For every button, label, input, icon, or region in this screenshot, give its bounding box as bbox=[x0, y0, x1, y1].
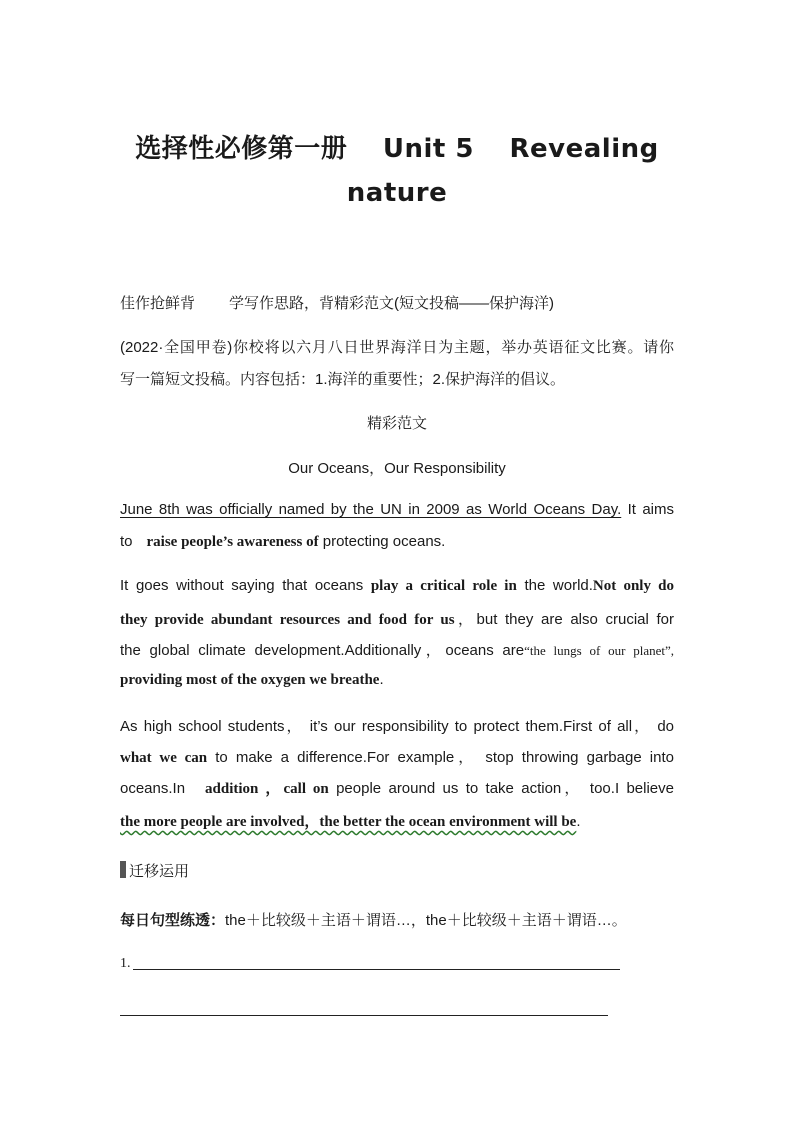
p3-text: people around us to take action， too.I believe bbox=[336, 780, 674, 797]
p2-bold-phrase: play a critical role in bbox=[370, 578, 517, 594]
p3-line-2 bbox=[120, 746, 674, 767]
p2-line-1 bbox=[120, 577, 674, 595]
practice-item-1-label: 1. bbox=[120, 956, 131, 971]
p2-text: the world. bbox=[524, 577, 593, 594]
answer-line-2[interactable] bbox=[120, 1015, 608, 1016]
page-title-line1 bbox=[0, 128, 794, 165]
p2-text: ，but they are also crucial for bbox=[454, 611, 674, 628]
p2-bold-phrase: providing most of the oxygen we breathe bbox=[120, 672, 380, 688]
p3-bold-phrase: what we can bbox=[120, 750, 208, 766]
essay-heading: 精彩范文 bbox=[366, 415, 427, 432]
intro-label: 佳作抢鲜背 bbox=[120, 295, 196, 312]
section-marker-icon bbox=[120, 861, 126, 878]
p3-wavy-underlined-sentence: the more people are involved，the better the ocean environment will be bbox=[120, 814, 577, 830]
p1-underlined-sentence: June 8th was officially named by the UN in 2009 as World Oceans Day. bbox=[120, 501, 622, 518]
intro-subtitle: 学写作思路，背精彩范文(短文投稿——保护海洋) bbox=[229, 295, 555, 312]
p2-bold-phrase: they provide abundant resources and food for us bbox=[120, 612, 455, 628]
p1-text: protecting oceans. bbox=[322, 533, 446, 550]
p1-tail: It aims bbox=[627, 501, 674, 518]
practice-label: 迁移运用 bbox=[129, 863, 190, 880]
p3-line-1: As high school students， it’s our responsibility to protect them.First of all， do bbox=[120, 718, 674, 735]
p1-bold-phrase: raise people’s awareness of bbox=[146, 534, 319, 550]
p1-line-2 bbox=[120, 533, 674, 551]
p1-line-1 bbox=[120, 501, 674, 518]
p3-line-4 bbox=[120, 810, 674, 831]
p2-bold-phrase: Not only do bbox=[592, 578, 674, 594]
page-title-line2: nature bbox=[346, 178, 448, 208]
p1-text: to bbox=[120, 533, 133, 550]
p2-text: . bbox=[379, 671, 384, 688]
pattern-text: the＋比较级＋主语＋谓语…，the＋比较级＋主语＋谓语…。 bbox=[225, 912, 627, 929]
task-line-2: 写一篇短文投稿。内容包括：1.海洋的重要性；2.保护海洋的倡议。 bbox=[120, 371, 566, 388]
title-unit-name: Revealing bbox=[509, 134, 659, 164]
answer-line-1[interactable] bbox=[133, 969, 620, 970]
p3-bold-phrase: addition ，call on bbox=[205, 781, 329, 797]
title-chinese: 选择性必修第一册 bbox=[135, 134, 348, 164]
essay-title: Our Oceans，Our Responsibility bbox=[288, 460, 506, 477]
p2-text: It goes without saying that oceans bbox=[120, 577, 364, 594]
p2-line-2 bbox=[120, 608, 674, 629]
p2-text: the global climate development.Additionally，oceans are bbox=[120, 642, 525, 659]
p3-text: . bbox=[576, 813, 581, 830]
p2-line-3 bbox=[120, 639, 674, 660]
title-unit: Unit 5 bbox=[382, 134, 474, 164]
p2-line-4 bbox=[120, 671, 674, 689]
p3-line-3 bbox=[120, 777, 674, 798]
pattern-line bbox=[120, 909, 674, 930]
p3-text: oceans.In bbox=[120, 780, 186, 797]
practice-heading bbox=[120, 860, 674, 881]
intro-line bbox=[120, 292, 674, 313]
pattern-label: 每日句型练透： bbox=[120, 912, 226, 929]
p3-text: to make a difference.For example， stop throwing garbage into bbox=[215, 749, 674, 766]
task-line-1: (2022·全国甲卷)你校将以六月八日世界海洋日为主题，举办英语征文比赛。请你 bbox=[120, 339, 674, 356]
p2-quote: “the lungs of our planet”, bbox=[524, 643, 675, 658]
